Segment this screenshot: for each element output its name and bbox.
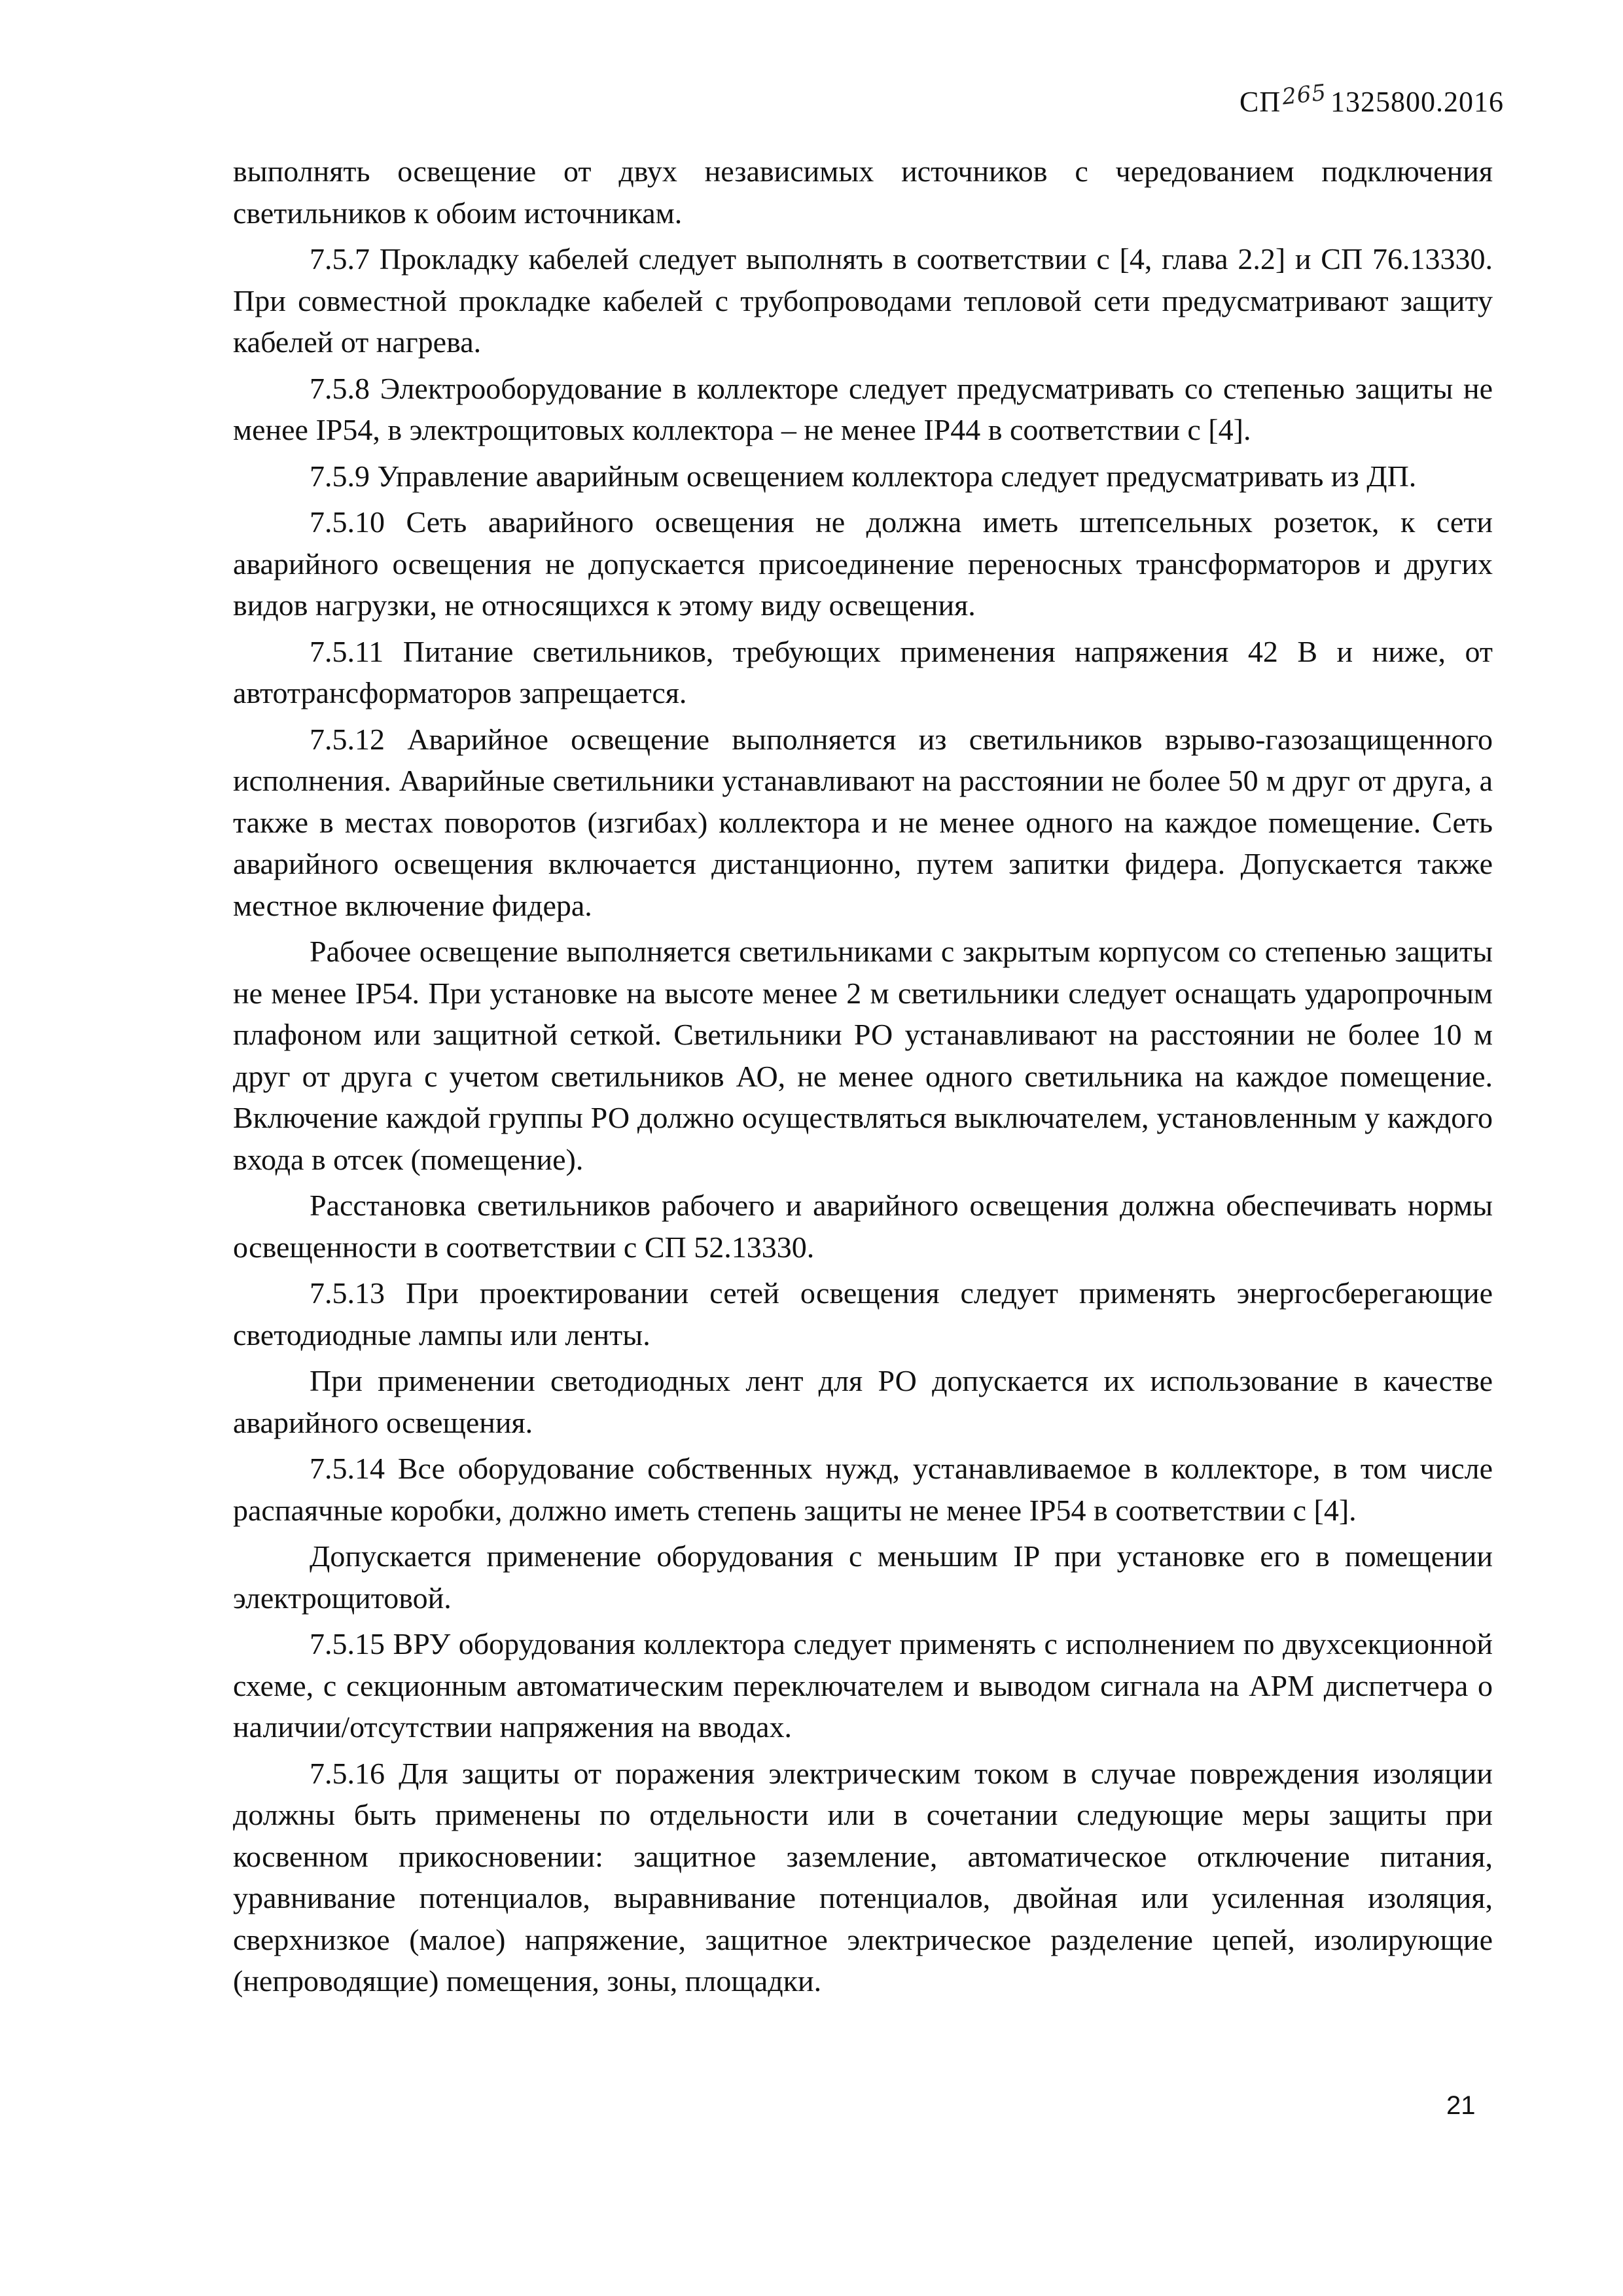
paragraph-working-lighting: Рабочее освещение выполняется светильниками с закрытым корпусом со степенью защиты не менее IP54. При установке на высоте менее 2 м светильники следует оснащать ударопрочным плафоном или защитной сеткой. Светильники РО устанавливают на расстоянии не более 10 м друг от друга с учетом светильников АО, не менее одного светильника на каждое помещение. Включение каждой группы РО должно осуществляться выключателем, установленным у каждого входа в отсек (помещение).: [233, 935, 1493, 1176]
paragraph-7-5-8: 7.5.8 Электрооборудование в коллекторе следует предусматривать со степенью защиты не менее IP54, в электрощитовых коллектора – не менее IP44 в соответствии с [4].: [233, 371, 1493, 446]
paragraph-lighting-placement: Расстановка светильников рабочего и аварийного освещения должна обеспечивать нормы освещенности в соответствии с СП 52.13330.: [233, 1189, 1493, 1264]
paragraph-continuation: выполнять освещение от двух независимых источников с чередованием подключения светильников к обоим источникам.: [233, 154, 1493, 230]
paragraph-7-5-10: 7.5.10 Сеть аварийного освещения не должна иметь штепсельных розеток, к сети аварийного освещения не допускается присоединение переносных трансформаторов и других видов нагрузки, не относящихся к этому виду освещения.: [233, 505, 1493, 622]
paragraph-7-5-9: 7.5.9 Управление аварийным освещением коллектора следует предусматривать из ДП.: [310, 459, 1417, 493]
paragraph-7-5-13: 7.5.13 При проектировании сетей освещения следует применять энергосберегающие светодиодные лампы или ленты.: [233, 1276, 1493, 1352]
page-number: 21: [1446, 2091, 1476, 2120]
paragraph-7-5-16: 7.5.16 Для защиты от поражения электрическим током в случае повреждения изоляции должны быть применены по отдельности или в сочетании следующие меры защиты при косвенном прикосновении: защитное заземление, автоматическое отключение питания, уравнивание потенциалов, выравнивание потенциалов, двойная или усиленная изоляция, сверхнизкое (малое) напряжение, защитное электрическое разделение цепей, изолирующие (непроводящие) помещения, зоны, площадки.: [233, 1756, 1493, 1998]
paragraph-7-5-12: 7.5.12 Аварийное освещение выполняется из светильников взрыво-газозащищенного исполнения. Аварийные светильники устанавливают на расстоянии не более 50 м друг от друга, а также в местах поворотов (изгибах) коллектора и не менее одного на каждое помещение. Сеть аварийного освещения включается дистанционно, путем запитки фидера. Допускается также местное включение фидера.: [233, 722, 1493, 922]
header-code: 1325800.2016: [1330, 86, 1504, 118]
paragraph-7-5-15: 7.5.15 ВРУ оборудования коллектора следует применять с исполнением по двухсекционной схеме, с секционным автоматическим переключателем и выводом сигнала на АРМ диспетчера о наличии/отсутствии напряжения на вводах.: [233, 1627, 1493, 1744]
document-body: [233, 151, 1493, 2007]
header-prefix: СП: [1239, 86, 1281, 118]
paragraph-led-strips: При применении светодиодных лент для РО допускается их использование в качестве аварийного освещения.: [233, 1364, 1493, 1439]
paragraph-7-5-14: 7.5.14 Все оборудование собственных нужд, устанавливаемое в коллекторе, в том числе распаячные коробки, должно иметь степень защиты не менее IP54 в соответствии с [4].: [233, 1452, 1493, 1527]
header-handwritten-stamp: 265: [1281, 79, 1328, 111]
paragraph-lower-ip: Допускается применение оборудования с меньшим IP при установке его в помещении электрощитовой.: [233, 1539, 1493, 1615]
paragraph-7-5-11: 7.5.11 Питание светильников, требующих применения напряжения 42 В и ниже, от автотрансформаторов запрещается.: [233, 634, 1493, 709]
paragraph-7-5-7: 7.5.7 Прокладку кабелей следует выполнять в соответствии с [4, глава 2.2] и СП 76.13330. При совместной прокладке кабелей с трубопроводами тепловой сети предусматривают защиту кабелей от нагрева.: [233, 242, 1493, 359]
document-header: [1239, 79, 1504, 118]
